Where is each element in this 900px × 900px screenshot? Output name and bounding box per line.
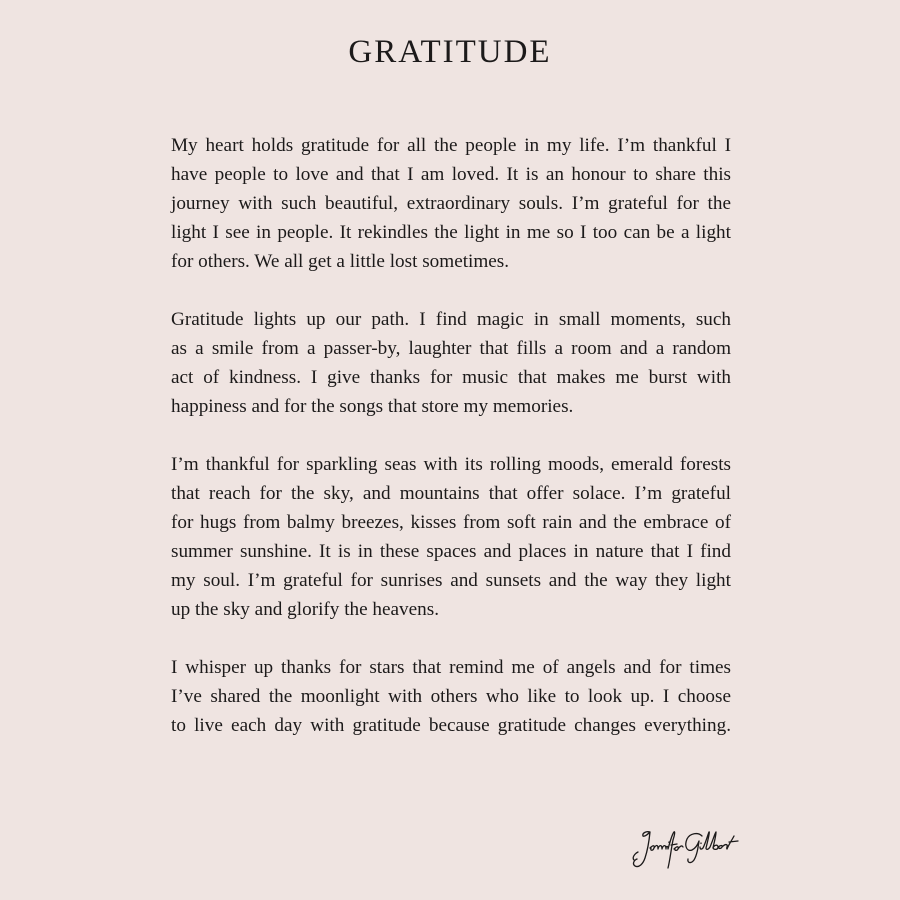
text-line: I’ve shared the moonlight with others who like to look up. I choose	[171, 686, 731, 707]
text-line: have people to love and that I am loved. It is an honour to share this	[171, 164, 731, 185]
text-line: I whisper up thanks for stars that remind me of angels and for times	[171, 657, 731, 678]
paragraph-3	[171, 450, 731, 624]
text-line: as a smile from a passer-by, laughter that fills a room and a random	[171, 338, 731, 359]
body-text	[171, 131, 731, 769]
text-line: that reach for the sky, and mountains that offer solace. I’m grateful	[171, 483, 731, 504]
text-line: for hugs from balmy breezes, kisses from soft rain and the embrace of	[171, 512, 731, 533]
text-line: up the sky and glorify the heavens.	[171, 599, 440, 620]
text-line: journey with such beautiful, extraordinary souls. I’m grateful for the	[171, 193, 731, 214]
text-line: happiness and for the songs that store my memories.	[171, 396, 574, 417]
paragraph-4	[171, 653, 731, 740]
text-line: to live each day with gratitude because gratitude changes everything.	[171, 715, 731, 736]
text-line: for others. We all get a little lost sometimes.	[171, 251, 510, 272]
paragraph-2	[171, 305, 731, 421]
paragraph-1	[171, 131, 731, 276]
page-title: GRATITUDE	[348, 34, 552, 70]
text-line: Gratitude lights up our path. I find magic in small moments, such	[171, 309, 731, 330]
handwritten-signature-icon	[628, 828, 760, 872]
text-line: act of kindness. I give thanks for music that makes me burst with	[171, 367, 731, 388]
signature	[628, 828, 760, 872]
text-line: my soul. I’m grateful for sunrises and sunsets and the way they light	[171, 570, 731, 591]
text-line: light I see in people. It rekindles the light in me so I too can be a light	[171, 222, 731, 243]
text-line: I’m thankful for sparkling seas with its rolling moods, emerald forests	[171, 454, 731, 475]
text-line: summer sunshine. It is in these spaces and places in nature that I find	[171, 541, 731, 562]
text-line: My heart holds gratitude for all the people in my life. I’m thankful I	[171, 135, 731, 156]
